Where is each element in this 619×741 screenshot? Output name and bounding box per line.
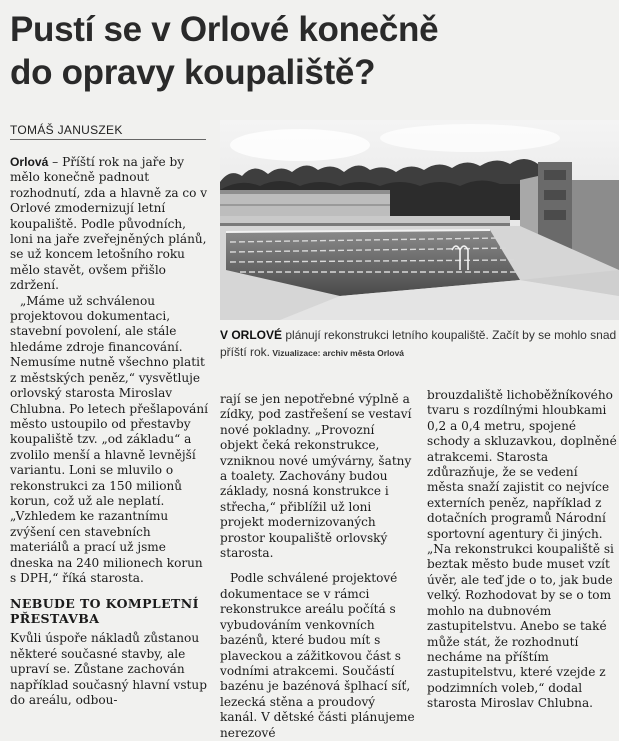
pool-visualization-image <box>220 120 619 320</box>
paragraph-savings-end: rají se jen nepotřebné výplně a zídky, pod zastřešení se vestaví nové pokladny. „Provozní objekt čeká rekonstrukce, vzniknou nové umývárny, šatny a toalety. Zachovány budou základy, nosná konstrukce i střecha,“ přiblížil už loni projekt modernizovaných prostor koupaliště orlovský starosta. <box>220 392 412 561</box>
caption-credit: Vizualizace: archiv města Orlová <box>270 348 405 358</box>
headline <box>10 8 615 94</box>
paragraph-pool-plan-end: brouzdaliště lichoběžníkového tvaru s rozdílnými hloubkami 0,2 a 0,4 metru, spojené schody a skluzavkou, doplněné atrakcemi. Starosta zdůrazňuje, že se vedení města snaží zajistit co nejvíce externích peněz, například z dotačních programů Národní sportovní agentury či jiných. „Na rekonstrukci koupaliště si beztak město bude muset vzít úvěr, ale teď jde o to, jak bude velký. Rozhodovat by se o tom mohlo na dubnovém zastupitelstvu. Anebo se také může stát, že rozhodnutí necháme na příštím zastupitelstvu, které vzejde z podzimních voleb,“ dodal starosta Miroslav Chlubna. <box>427 388 617 711</box>
article-column-1 <box>10 155 210 708</box>
paragraph-intro-text: – Příští rok na jaře by mělo konečně padnout rozhodnutí, zda a hlavně za co v Orlové zmodernizují letní koupaliště. Podle původních, loni na jaře zveřejněných plánů, se už koncem letošního roku mělo stavět, ovšem přišlo zdržení. <box>10 155 208 293</box>
paragraph-quote: „Máme už schválenou projektovou dokumentaci, stavební povolení, ale stále hledáme zdroje financování. Nemusíme nutně všechno platit z městských peněz,“ vysvětluje orlovský starosta Miroslav Chlubna. Po letech přešlapování město ustoupilo od přestavby koupaliště tzv. „od základu“ a zvolilo menší a hlavně levnější variantu. Loni se mluvilo o rekonstrukci za 150 milionů korun, což už ale neplatí. „Vzhledem ke razantnímu zvýšení cen stavebních materiálů a prací už jsme dneska na 240 milionech korun s DPH,“ říká starosta. <box>10 293 209 585</box>
paragraph-intro <box>10 155 210 294</box>
byline-divider <box>10 139 206 140</box>
dateline: Orlová <box>10 155 49 169</box>
article-column-2 <box>220 392 416 741</box>
caption-lead: V ORLOVÉ <box>220 328 283 342</box>
photo-caption <box>220 327 617 362</box>
paragraph-pool-plan-start: Podle schválené projektové dokumentace se v rámci rekonstrukce areálu počítá s vybudováním venkovních bazénů, které budou mít s plaveckou a zážitkovou část s vodními atrakcemi. Součástí bazénu je bazénová šplhací síť, lezecká stěna a proudový kanál. V dětské části plánujeme nerezové <box>220 571 415 740</box>
headline-line-1: Pustí se v Orlové konečně <box>10 10 439 49</box>
subheading: NEBUDE TO KOMPLETNÍ PŘESTAVBA <box>10 596 199 627</box>
author-byline: TOMÁŠ JANUSZEK <box>10 123 123 137</box>
caption-text: plánují rekonstrukci letního koupaliště. Začít by se mohlo snad příští rok. <box>220 328 617 359</box>
article-column-3 <box>427 388 617 712</box>
paragraph-savings-start: Kvůli úspoře nákladů zůstanou některé současné stavby, ale upraví se. Zůstane zachován například současný hlavní vstup do areálu, odbou- <box>10 631 207 707</box>
headline-line-2: do opravy koupaliště? <box>10 53 376 92</box>
